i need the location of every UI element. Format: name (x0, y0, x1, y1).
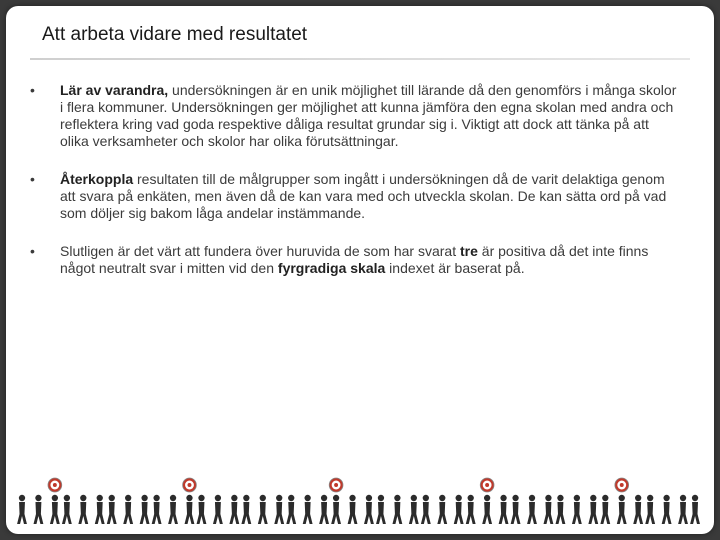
target-marker-icon (183, 478, 197, 492)
person-figure (556, 495, 566, 524)
person-figure (633, 495, 643, 524)
person-figure (511, 495, 521, 524)
person-figure (482, 495, 492, 524)
person-figure (645, 495, 655, 524)
bullet-item-learn (30, 82, 680, 150)
bullet-text: Slutligen är det värt att fundera över huruvida de som har svarat (60, 243, 460, 259)
person-figure (152, 495, 162, 524)
bullet-bold-lead: Återkoppla (60, 171, 134, 187)
person-figure (527, 495, 537, 524)
person-figure (274, 495, 284, 524)
person-figure (392, 495, 402, 524)
person-figure (34, 495, 44, 524)
person-figure (690, 495, 700, 524)
person-figure (62, 495, 72, 524)
person-figure (78, 495, 88, 524)
person-figure (303, 495, 313, 524)
bullet-text: undersökningen är en unik möjlighet till lärande då den genomförs i många skolor i flera kommuner. Undersökningen ger möjlighet att kunna jämföra den egna skolan med andra och reflektera kring vad goda respektive dåliga resultat grundar sig i. Viktigt att dock att tänka på att olika verksamheter och skolor har olika förutsättningar. (60, 82, 677, 149)
person-figure (168, 495, 178, 524)
footer-people-illustration (16, 458, 704, 528)
bullet-item-feedback (30, 171, 680, 222)
person-figure (376, 495, 386, 524)
person-figure (588, 495, 598, 524)
title-divider (30, 58, 690, 60)
bullet-bold-word: tre (460, 243, 478, 259)
person-figure (662, 495, 672, 524)
bullet-marker: • (30, 243, 35, 259)
person-figure (95, 495, 105, 524)
bullet-list (30, 82, 680, 298)
target-marker-icon (615, 478, 629, 492)
person-figure (107, 495, 117, 524)
person-figure (197, 495, 207, 524)
person-figure (544, 495, 554, 524)
person-figure (617, 495, 627, 524)
person-figure (140, 495, 150, 524)
person-figure (185, 495, 195, 524)
bullet-marker: • (30, 82, 35, 98)
person-figure (331, 495, 341, 524)
bullet-marker: • (30, 171, 35, 187)
slide-title: Att arbeta vidare med resultatet (42, 24, 308, 45)
target-marker-icon (329, 478, 343, 492)
target-marker-icon (48, 478, 62, 492)
person-figure (213, 495, 223, 524)
person-figure (409, 495, 419, 524)
bullet-text: är positiva då det inte finns något neutralt svar i mitten vid den (60, 243, 649, 276)
person-figure (286, 495, 296, 524)
person-figure (241, 495, 251, 524)
person-figure (348, 495, 358, 524)
people-row-graphic (16, 458, 704, 528)
person-figure (454, 495, 464, 524)
person-figure (229, 495, 239, 524)
person-figure (678, 495, 688, 524)
bullet-bold-lead: Lär av varandra, (60, 82, 169, 98)
bullet-item-scale (30, 243, 680, 277)
bullet-text: indexet är baserat på. (385, 260, 525, 276)
bullet-text: resultaten till de målgrupper som ingått i undersökningen då de varit delaktiga genom att svara på enkäten, men även då de kan vara med och utveckla skolan. De kan sätta ord på vad som döljer sig bakom låga andelar instämmande. (60, 171, 667, 221)
slide (6, 6, 714, 534)
person-figure (572, 495, 582, 524)
person-figure (50, 495, 60, 524)
person-figure (437, 495, 447, 524)
person-figure (421, 495, 431, 524)
person-figure (17, 495, 27, 524)
person-figure (319, 495, 329, 524)
person-figure (466, 495, 476, 524)
person-figure (123, 495, 133, 524)
person-figure (258, 495, 268, 524)
target-marker-icon (480, 478, 494, 492)
person-figure (600, 495, 610, 524)
person-figure (499, 495, 509, 524)
person-figure (364, 495, 374, 524)
bullet-bold-phrase: fyrgradiga skala (277, 260, 386, 276)
